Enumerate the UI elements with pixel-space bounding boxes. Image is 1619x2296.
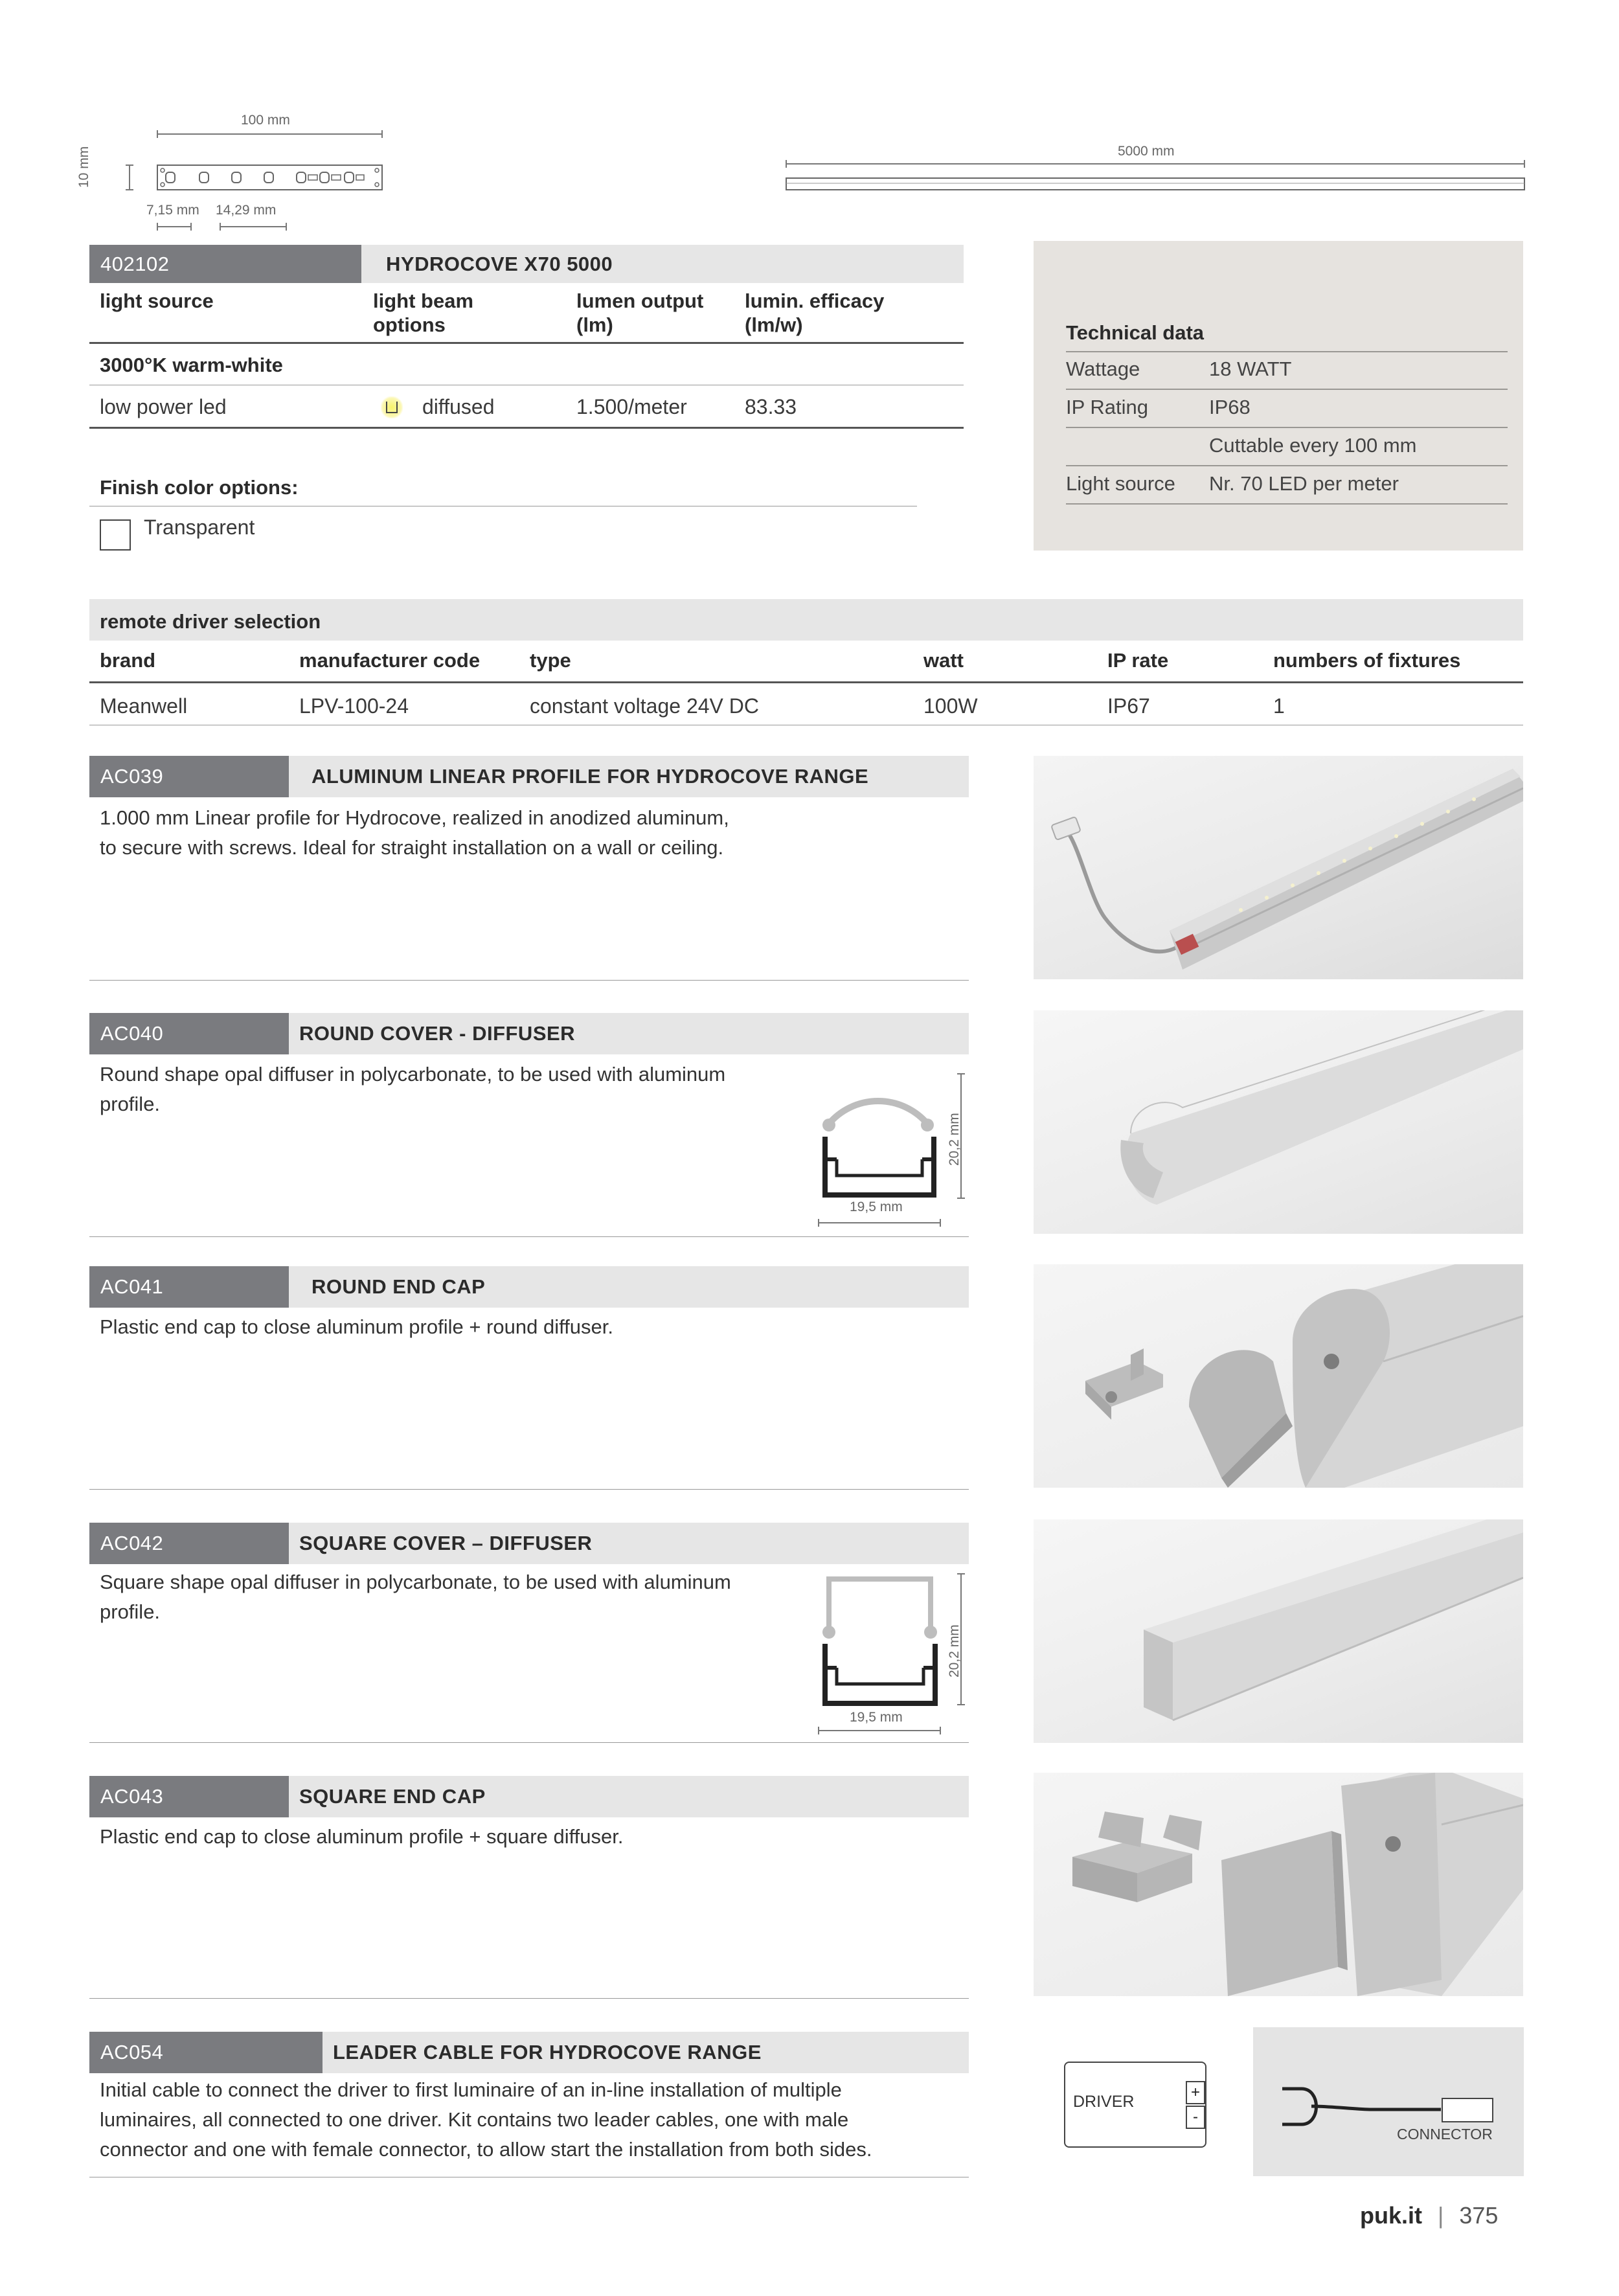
- row-efficacy: 83.33: [745, 395, 797, 418]
- page-number: 375: [1459, 2202, 1499, 2229]
- accessory-desc-line: profile.: [100, 1600, 161, 1623]
- tech-label-ip: IP Rating: [1066, 396, 1148, 418]
- offset-label-2: 14,29 mm: [216, 203, 277, 218]
- dim-width: 19,5 mm: [850, 1710, 903, 1725]
- accessory-title: SQUARE COVER – DIFFUSER: [299, 1532, 593, 1554]
- driver-col-code: manufacturer code: [299, 649, 481, 672]
- round-end-cap-photo: [1034, 1264, 1523, 1488]
- accessory-code: AC041: [89, 1266, 289, 1308]
- driver-header-rule: [89, 681, 1523, 683]
- strip-length-label: 5000 mm: [1118, 144, 1175, 159]
- header-rule: [89, 342, 964, 344]
- finish-option: Transparent: [144, 516, 255, 539]
- accessory-desc-line: 1.000 mm Linear profile for Hydrocove, realized in anodized aluminum,: [100, 806, 729, 829]
- driver-col-ip: IP rate: [1107, 649, 1169, 672]
- tech-value-light-source: Nr. 70 LED per meter: [1209, 472, 1399, 495]
- dim-width: 19,5 mm: [850, 1199, 903, 1214]
- connector-panel: [1253, 2027, 1524, 2176]
- round-cover-photo: [1034, 1010, 1523, 1234]
- accessory-title: ROUND END CAP: [311, 1275, 486, 1298]
- plus-terminal: +: [1186, 2081, 1205, 2104]
- accessory-desc-line: connector and one with female connector, to allow start the installation from both sides.: [100, 2138, 872, 2161]
- driver-watt: 100W: [923, 694, 978, 718]
- minus-terminal: -: [1186, 2106, 1205, 2129]
- accessory-title: ROUND COVER - DIFFUSER: [299, 1022, 576, 1045]
- footer-separator: |: [1438, 2202, 1444, 2229]
- accessory-desc-line: luminaires, all connected to one driver. Kit contains two leader cables, one with male: [100, 2108, 849, 2131]
- finish-checkbox[interactable]: [100, 519, 131, 551]
- tech-value-cuttable: Cuttable every 100 mm: [1209, 434, 1417, 457]
- accessory-desc-line: Plastic end cap to close aluminum profile + round diffuser.: [100, 1315, 613, 1338]
- col-light-beam: light beam options: [373, 290, 474, 336]
- col-efficacy: lumin. efficacy (lm/w): [745, 290, 885, 336]
- accessory-code: AC042: [89, 1523, 289, 1564]
- footer: [1360, 2202, 1498, 2229]
- offset-label-1: 7,15 mm: [146, 203, 199, 218]
- square-end-cap-photo: [1034, 1773, 1523, 1996]
- accessory-title: LEADER CABLE FOR HYDROCOVE RANGE: [333, 2041, 762, 2063]
- square-cover-photo: [1034, 1519, 1523, 1743]
- accessory-desc-line: Square shape opal diffuser in polycarbonate, to be used with aluminum: [100, 1571, 731, 1593]
- driver-label: DRIVER: [1073, 2093, 1135, 2111]
- driver-type: constant voltage 24V DC: [530, 694, 759, 718]
- height-label: 10 mm: [76, 146, 91, 188]
- strip-module-drawing: [97, 126, 395, 236]
- dim-height: 20,2 mm: [947, 1624, 962, 1677]
- technical-panel: [1034, 241, 1523, 551]
- driver-col-brand: brand: [100, 649, 156, 672]
- driver-title: remote driver selection: [100, 610, 321, 633]
- footer-brand[interactable]: puk.it: [1360, 2202, 1422, 2229]
- accessory-code: AC043: [89, 1776, 289, 1817]
- diffused-beam-icon: [381, 396, 403, 418]
- dim-height: 20,2 mm: [947, 1113, 962, 1166]
- driver-col-fixtures: numbers of fixtures: [1273, 649, 1461, 672]
- col-lumen: lumen output (lm): [576, 290, 704, 336]
- accessory-code: AC040: [89, 1013, 289, 1054]
- driver-col-type: type: [530, 649, 571, 672]
- cable-drawing: [1253, 2027, 1524, 2176]
- row-light-source: low power led: [100, 395, 227, 418]
- accessory-code: AC039: [89, 756, 289, 797]
- product-name: HYDROCOVE X70 5000: [386, 253, 613, 275]
- row-rule: [89, 427, 964, 429]
- driver-brand: Meanwell: [100, 694, 188, 718]
- driver-col-watt: watt: [923, 649, 964, 672]
- strip-length-drawing: [784, 159, 1528, 198]
- col-light-source: light source: [100, 290, 214, 312]
- accessory-desc-line: Initial cable to connect the driver to first luminaire of an in-line installation of multiple: [100, 2078, 842, 2101]
- tech-label-light-source: Light source: [1066, 472, 1175, 495]
- accessory-desc-line: profile.: [100, 1093, 161, 1115]
- accessory-title: SQUARE END CAP: [299, 1785, 486, 1808]
- tech-value-ip: IP68: [1209, 396, 1251, 418]
- tech-label-wattage: Wattage: [1066, 358, 1140, 380]
- finish-title: Finish color options:: [100, 476, 299, 499]
- accessory-desc-line: Round shape opal diffuser in polycarbonate, to be used with aluminum: [100, 1063, 726, 1085]
- length-label: 100 mm: [241, 113, 290, 128]
- row-lumen: 1.500/meter: [576, 395, 687, 418]
- driver-box: [1064, 2062, 1206, 2148]
- accessory-title: ALUMINUM LINEAR PROFILE FOR HYDROCOVE RANGE: [311, 765, 869, 788]
- product-code: 402102: [89, 245, 361, 283]
- connector-label: CONNECTOR: [1397, 2126, 1493, 2143]
- aluminum-profile-photo: [1034, 756, 1523, 979]
- row-beam: diffused: [422, 395, 495, 418]
- driver-ip: IP67: [1107, 694, 1150, 718]
- accessory-desc-line: Plastic end cap to close aluminum profile + square diffuser.: [100, 1825, 624, 1848]
- group-label: 3000°K warm-white: [100, 354, 283, 376]
- driver-fixtures: 1: [1273, 694, 1285, 718]
- technical-title: Technical data: [1066, 321, 1205, 344]
- tech-value-wattage: 18 WATT: [1209, 358, 1292, 380]
- driver-code: LPV-100-24: [299, 694, 409, 718]
- accessory-desc-line: to secure with screws. Ideal for straight installation on a wall or ceiling.: [100, 836, 724, 859]
- accessory-code: AC054: [89, 2032, 323, 2073]
